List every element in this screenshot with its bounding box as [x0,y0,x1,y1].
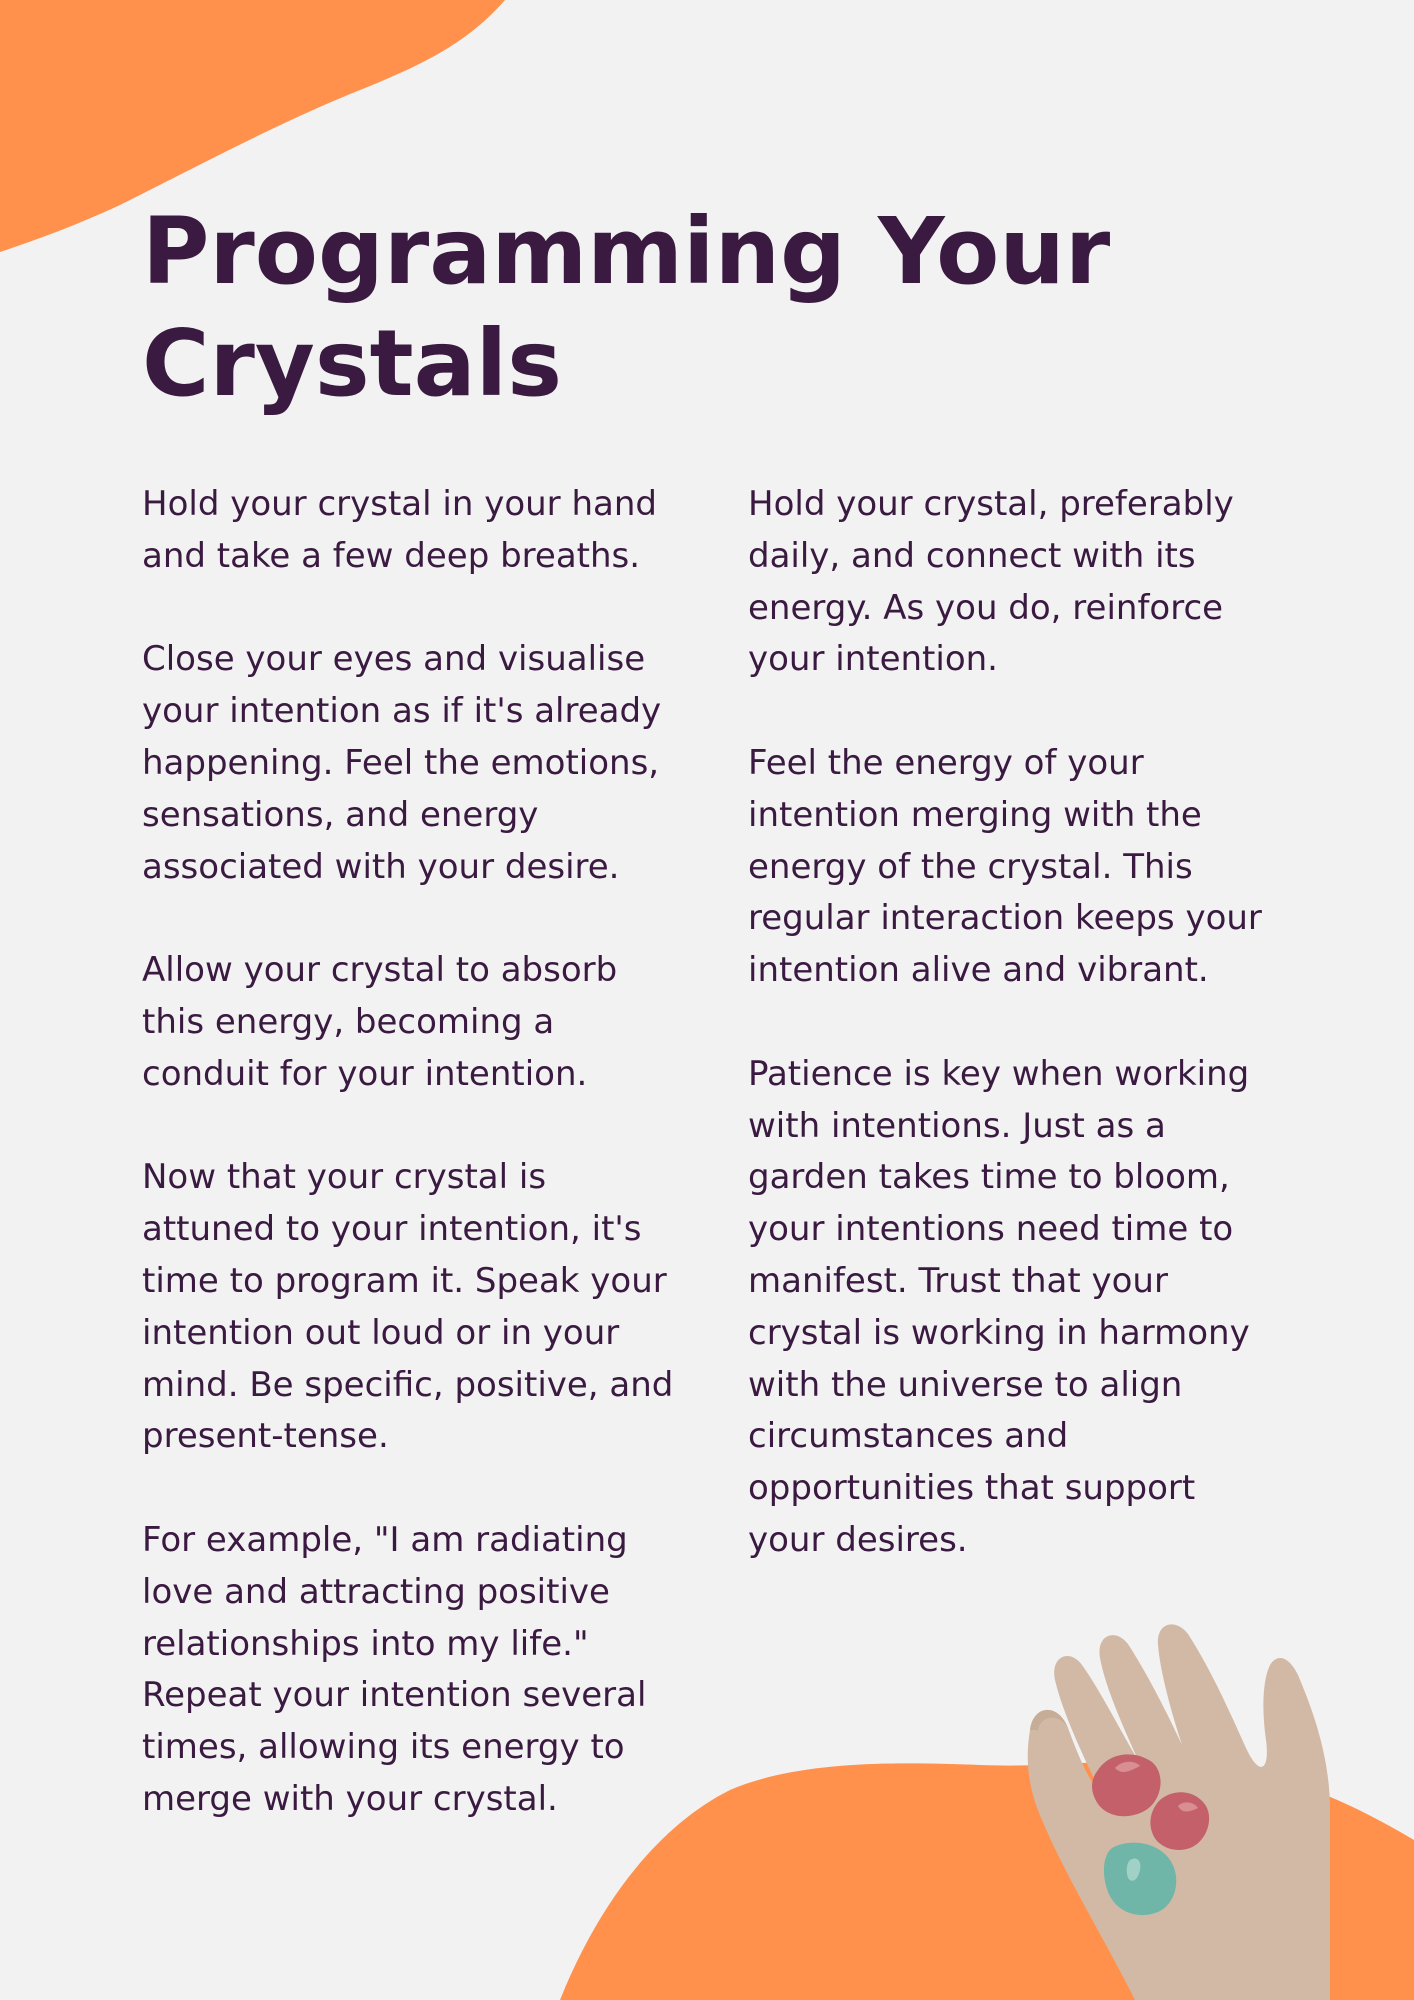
page-title: Programming Your Crystals [142,198,1111,417]
paragraph: Close your eyes and visualise your intention as if it's already happening. Feel the emotions, sensations, and energy associated with your desire. [142,639,662,887]
paragraph: Patience is key when working with intentions. Just as a garden takes time to bloom, your intentions need time to manifest. Trust that your crystal is working in harmony with the universe to align circumstances and opportunities that support your desires. [748,1053,1250,1560]
paragraph: Feel the energy of your intention merging with the energy of the crystal. This regular interaction keeps your intention alive and vibrant. [748,742,1262,991]
right-column [748,479,1278,1619]
paragraph: Allow your crystal to absorb this energy, becoming a conduit for your intention. [142,950,618,1094]
paragraph: For example, "I am radiating love and attracting positive relationships into my life." Repeat your intention several times, allowing its energy to merge with your crystal. [142,1519,647,1819]
left-column [142,479,677,1878]
paragraph: Now that your crystal is attuned to your intention, it's time to program it. Speak your intention out loud or in your mind. Be specific, positive, and present-tense. [142,1157,674,1457]
paragraph: Hold your crystal in your hand and take a few deep breaths. [142,484,657,576]
paragraph: Hold your crystal, preferably daily, and connect with its energy. As you do, reinforce your intention. [748,484,1234,680]
hand-holding-crystals-illustration [970,1620,1330,2000]
